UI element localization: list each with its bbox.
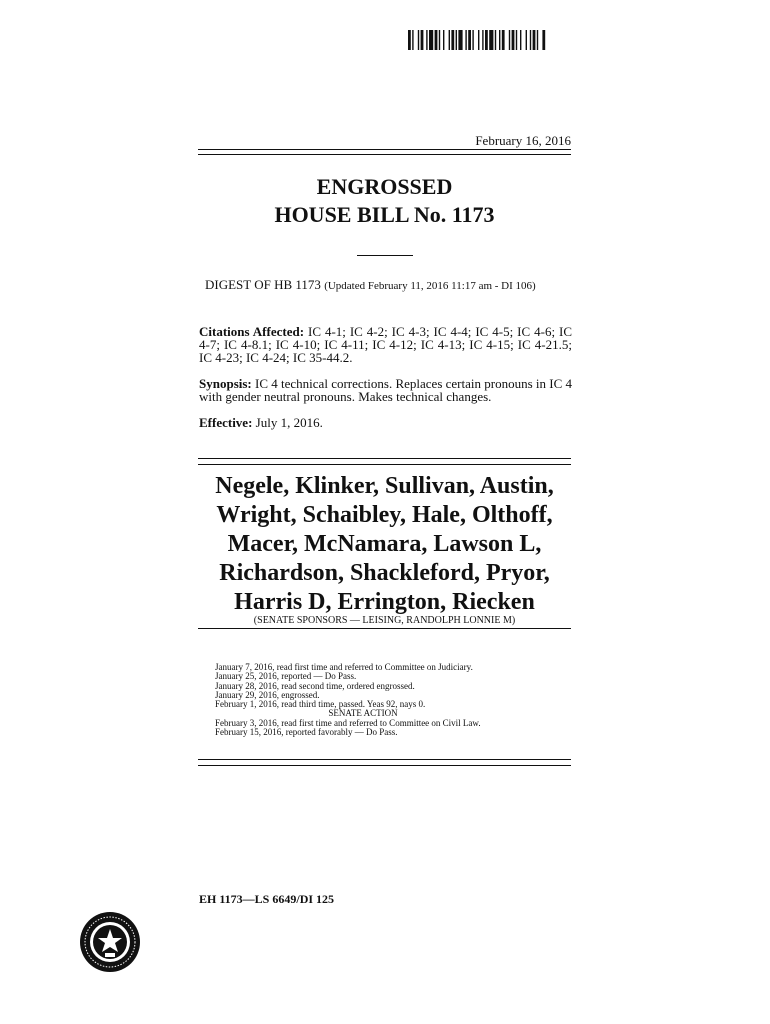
legislative-history [215, 663, 555, 737]
citations-affected [199, 325, 572, 364]
history-item: January 28, 2016, read second time, ordered engrossed. [215, 680, 415, 691]
bottom-rule-1 [198, 759, 571, 760]
citations-label: Citations Affected: [199, 324, 305, 339]
digest-label: DIGEST OF HB 1173 [205, 277, 321, 292]
digest-heading [205, 277, 536, 293]
barcode-icon [408, 30, 590, 50]
sponsor-line: Richardson, Shackleford, Pryor, [219, 560, 550, 586]
top-rule-1 [198, 149, 571, 150]
bill-title-line1: ENGROSSED [316, 174, 453, 199]
digest-updated: (Updated February 11, 2016 11:17 am - DI 106) [324, 280, 536, 292]
document-date: February 16, 2016 [475, 133, 571, 148]
effective-label: Effective: [199, 415, 253, 430]
history-item: February 15, 2016, reported favorably — Do Pass. [215, 727, 398, 738]
senate-sponsors: (SENATE SPONSORS — LEISING, RANDOLPH LONNIE M) [253, 615, 516, 626]
history-item: February 3, 2016, read first time and referred to Committee on Civil Law. [215, 717, 481, 728]
history-item: January 7, 2016, read first time and referred to Committee on Judiciary. [215, 662, 473, 672]
sponsor-line: Wright, Schaibley, Hale, Olthoff, [216, 502, 553, 528]
title-underline [357, 255, 413, 256]
sponsor-line: Macer, McNamara, Lawson L, [227, 531, 542, 557]
synopsis-label: Synopsis: [199, 376, 252, 391]
effective-text: July 1, 2016. [255, 415, 323, 430]
senate-action-heading: SENATE ACTION [328, 708, 398, 719]
history-item: January 29, 2016, engrossed. [215, 689, 320, 700]
history-item: February 1, 2016, read third time, passed. Yeas 92, nays 0. [215, 699, 426, 710]
house-sponsors [198, 472, 571, 617]
bottom-rule-2 [198, 765, 571, 766]
bill-code: EH 1173—LS 6649/DI 125 [199, 892, 335, 906]
state-seal-icon [79, 911, 141, 973]
sponsor-line: Harris D, Errington, Riecken [234, 589, 535, 615]
history-item: January 25, 2016, reported — Do Pass. [215, 671, 357, 682]
sponsor-rule-1 [198, 458, 571, 459]
sponsor-rule-2 [198, 464, 571, 465]
bill-title-line2: HOUSE BILL No. 1173 [274, 202, 495, 227]
top-rule-2 [198, 154, 571, 155]
sponsor-line: Negele, Klinker, Sullivan, Austin, [215, 473, 554, 499]
effective-date [199, 416, 572, 429]
synopsis [199, 377, 572, 403]
citations-text: IC 4-1; IC 4-2; IC 4-3; IC 4-4; IC 4-5; IC 4-6; IC 4-7; IC 4-8.1; IC 4-10; IC 4-11; IC 4-12; IC 4-13; IC 4-15; IC 4-21.5; IC 4-23; IC 4-24; IC 35-44.2. [199, 324, 573, 365]
synopsis-text: IC 4 technical corrections. Replaces certain pronouns in IC 4 with gender neutral pronouns. Makes technical changes. [199, 376, 573, 404]
sponsor-bottom-rule [198, 628, 571, 629]
